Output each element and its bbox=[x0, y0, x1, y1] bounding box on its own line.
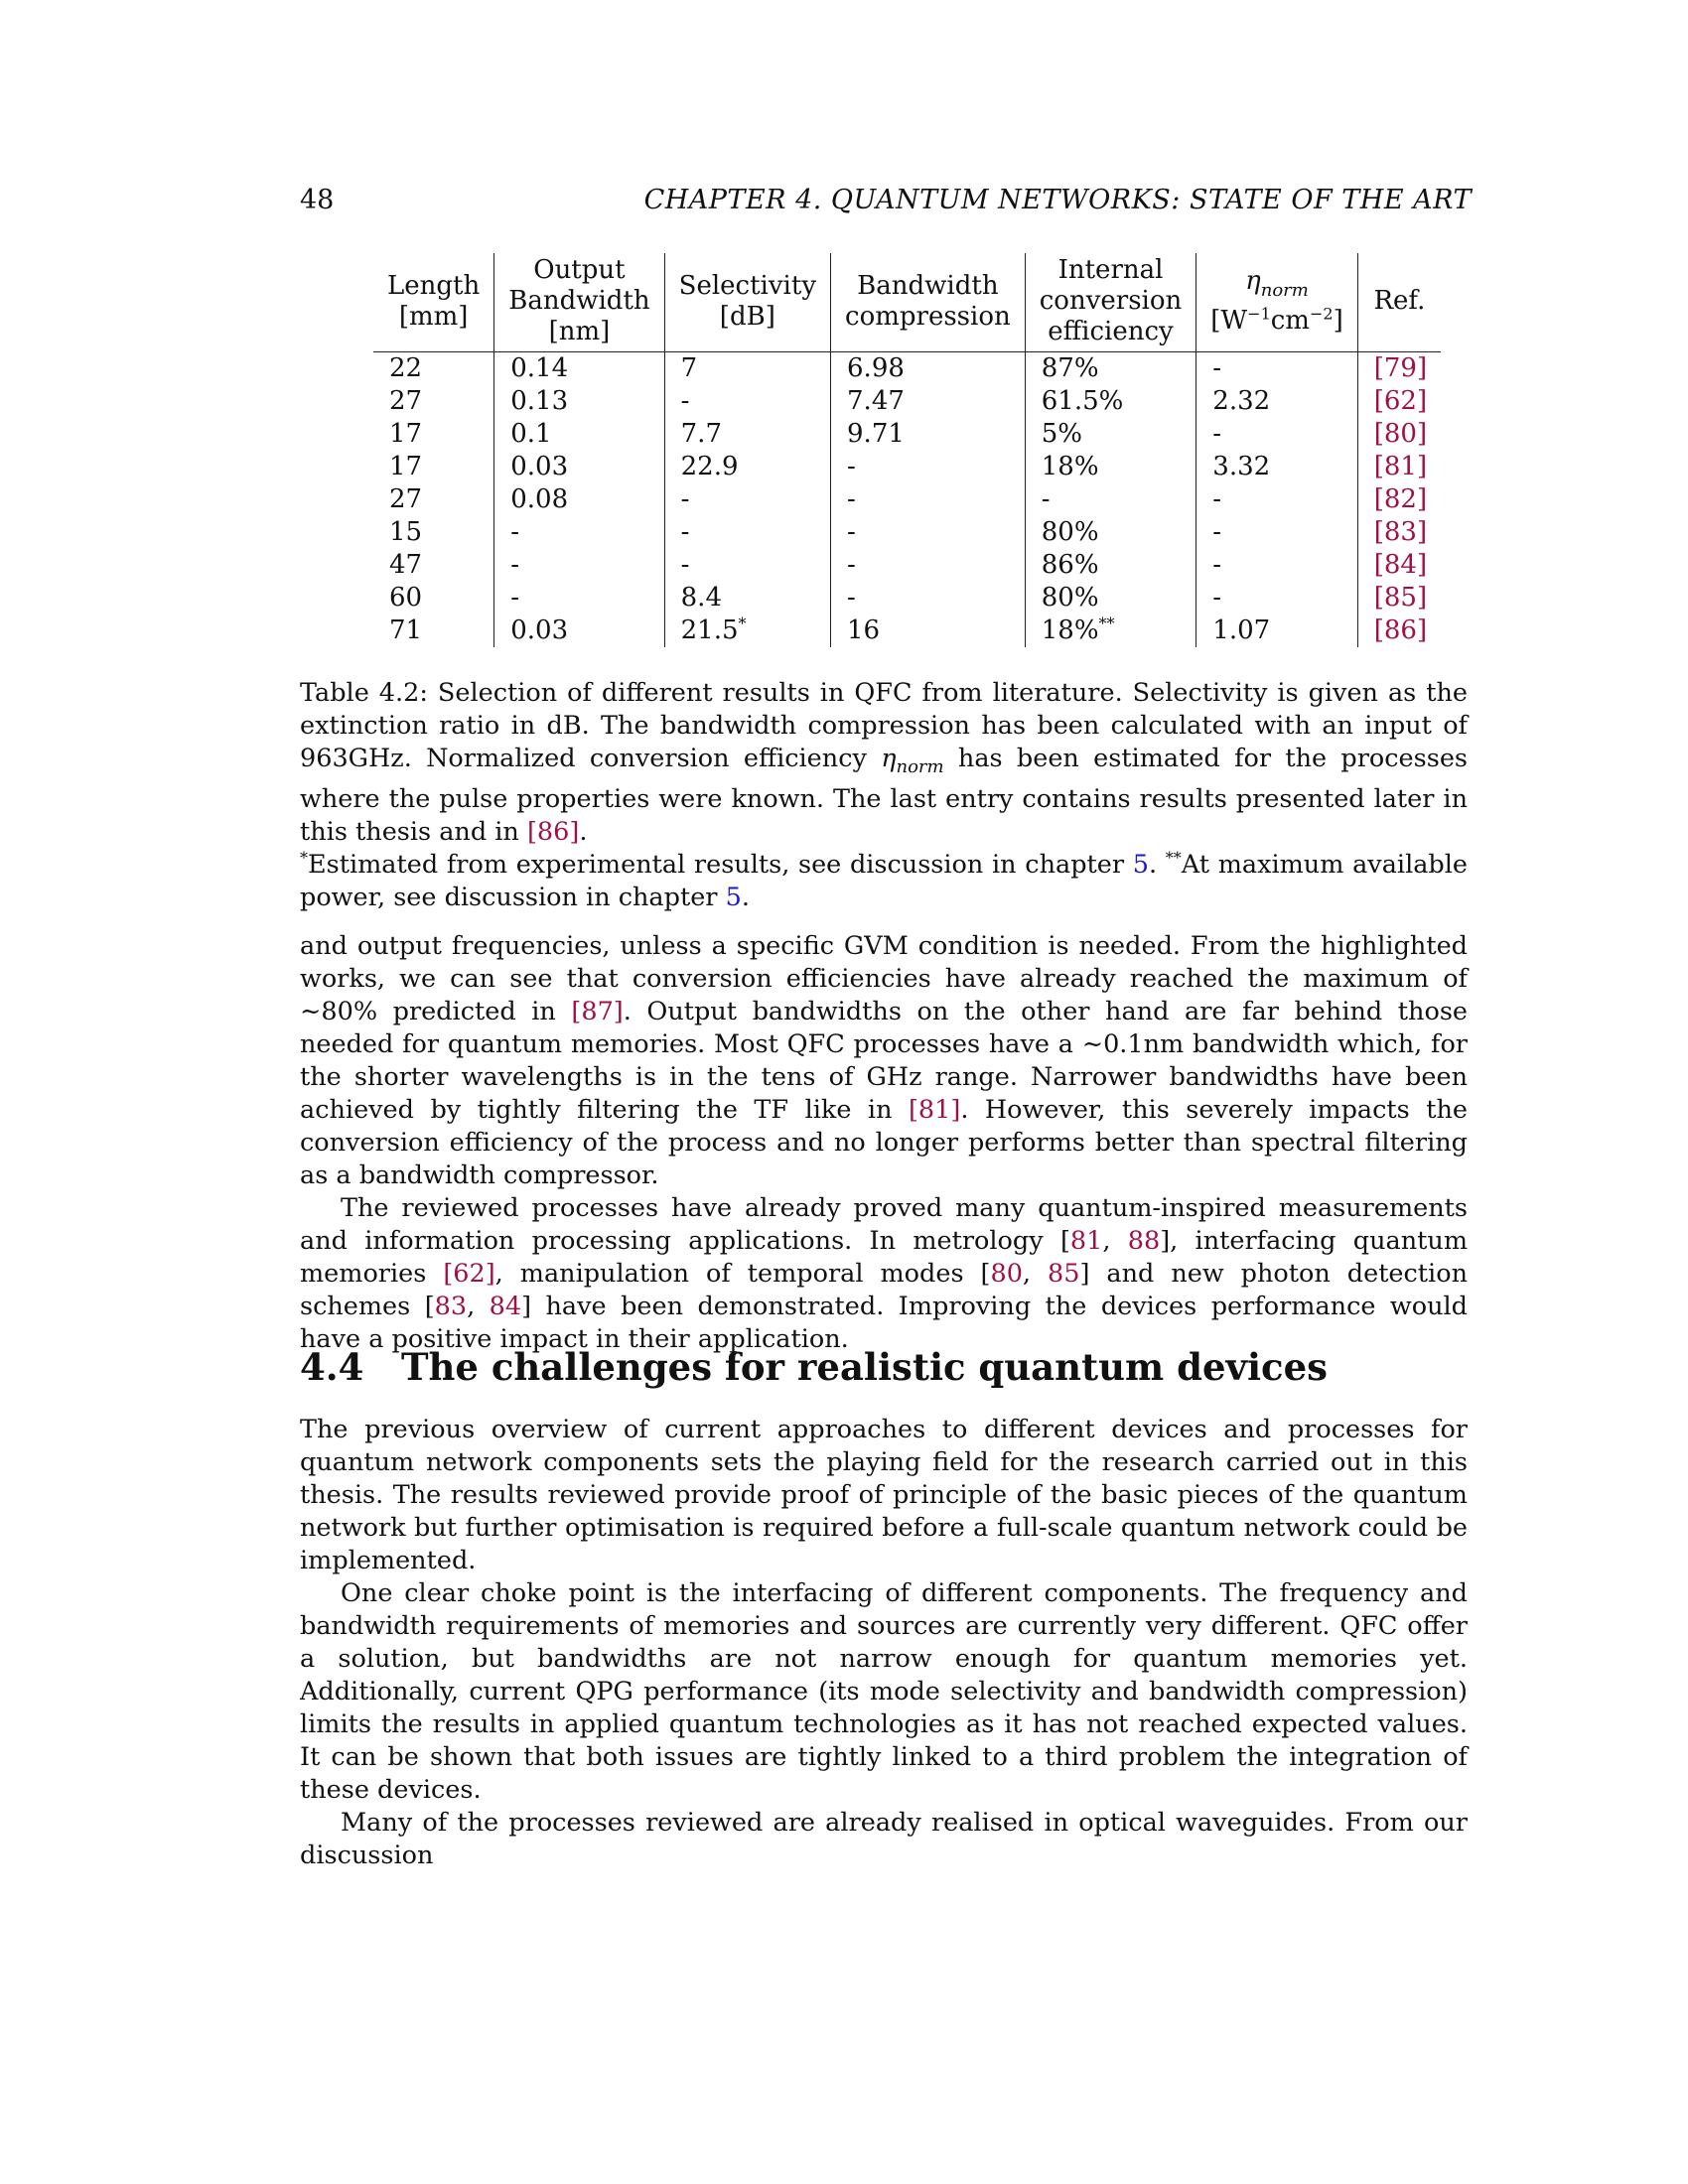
cell-compression: 7.47 bbox=[831, 385, 1026, 418]
cell-selectivity: - bbox=[664, 516, 830, 549]
paragraph: and output frequencies, unless a specific GVM condition is needed. From the highlighted works, we can see that conversion efficiencies have already reached the maximum of ∼80% predicted in [87]. Output bandwidths on the other hand are far behind those needed for quantum memories. Most QFC processes have a ∼0.1nm bandwidth which, for the shorter wavelengths is in the tens of GHz range. Narrower bandwidths have been achieved by tightly filtering the TF like in [81]. However, this severely impacts the conversion efficiency of the process and no longer performs better than spectral filtering as a bandwidth compressor. bbox=[300, 931, 1468, 1190]
table-caption: Table 4.2: Selection of different results in QFC from literature. Selectivity is given as the extinction ratio in dB. The bandwidth compression has been calculated with an input of 963GHz. Normalized conversion efficiency $\eta_{norm}$ has been estimated for the processes where the pulse properties were known. The last entry contains results presented later in this thesis and in [86]. *Estimated from experimental results, see discussion in chapter 5. **At maximum available power, see discussion in chapter 5. bbox=[300, 678, 1469, 913]
cell-ref[interactable]: [79] bbox=[1357, 352, 1441, 386]
cell-compression: - bbox=[831, 549, 1026, 582]
cell-efficiency: - bbox=[1025, 483, 1196, 516]
cell-length: 17 bbox=[389, 419, 423, 449]
header-length: Length [mm] bbox=[373, 253, 494, 352]
section-number: 4.4 bbox=[300, 1345, 364, 1389]
citation-link[interactable]: 80 bbox=[990, 1259, 1023, 1289]
page-number: 48 bbox=[300, 185, 335, 215]
citation-link[interactable]: 83 bbox=[434, 1292, 468, 1321]
cell-compression: - bbox=[831, 451, 1026, 483]
cell-selectivity: - bbox=[664, 385, 830, 418]
cell-efficiency: 18% bbox=[1025, 451, 1196, 483]
header-eta-norm: $\eta_{norm}$ $[W^{-1}cm^{-2}]$ bbox=[1196, 253, 1357, 352]
cell-selectivity: 7.7 bbox=[664, 418, 830, 451]
table-row bbox=[373, 614, 1441, 647]
cell-length: 47 bbox=[389, 550, 423, 580]
chapter-link[interactable]: 5 bbox=[725, 883, 742, 913]
cell-efficiency: 18%** bbox=[1025, 614, 1196, 647]
cell-eta-norm: 1.07 bbox=[1196, 614, 1357, 647]
cell-compression: 16 bbox=[831, 614, 1026, 647]
cell-bandwidth: 0.08 bbox=[494, 483, 664, 516]
cell-selectivity: 7 bbox=[664, 352, 830, 386]
cell-selectivity: 8.4 bbox=[664, 582, 830, 614]
running-head: CHAPTER 4. QUANTUM NETWORKS: STATE OF THE ART bbox=[643, 185, 1472, 215]
cell-eta-norm: - bbox=[1196, 549, 1357, 582]
cell-bandwidth: - bbox=[494, 582, 664, 614]
cell-length: 15 bbox=[389, 517, 423, 547]
chapter-link[interactable]: 5 bbox=[1132, 850, 1149, 881]
citation-link[interactable]: [62] bbox=[443, 1259, 495, 1289]
citation-link[interactable]: 88 bbox=[1127, 1226, 1161, 1256]
cell-ref[interactable]: [83] bbox=[1357, 516, 1441, 549]
citation-link[interactable]: [86] bbox=[526, 817, 580, 848]
cell-efficiency: 86% bbox=[1025, 549, 1196, 582]
cell-efficiency: 87% bbox=[1025, 352, 1196, 386]
cell-efficiency: 80% bbox=[1025, 582, 1196, 614]
section-heading bbox=[300, 1345, 1328, 1389]
cell-eta-norm: 3.32 bbox=[1196, 451, 1357, 483]
cell-bandwidth: 0.1 bbox=[494, 418, 664, 451]
table-body bbox=[373, 352, 1441, 648]
paragraph: One clear choke point is the interfacing of different components. The frequency and bandwidth requirements of memories and sources are currently very different. QFC offer a solution, but bandwidths are not narrow enough for quantum memories yet. Additionally, current QPG performance (its mode selectivity and bandwidth compression) limits the results in applied quantum technologies as it has not reached expected values. It can be shown that both issues are tightly linked to a third problem the integration of these devices. bbox=[300, 1578, 1468, 1805]
cell-bandwidth: - bbox=[494, 516, 664, 549]
paragraph: The previous overview of current approaches to different devices and processes for quantum network components sets the playing field for the research carried out in this thesis. The results reviewed provide proof of principle of the basic pieces of the quantum network but further optimisation is required before a full-scale quantum network could be implemented. bbox=[300, 1415, 1468, 1575]
cell-ref[interactable]: [82] bbox=[1357, 483, 1441, 516]
header-ref: Ref. bbox=[1357, 253, 1441, 352]
cell-length: 17 bbox=[389, 452, 423, 481]
paragraph: Many of the processes reviewed are already realised in optical waveguides. From our discussion bbox=[300, 1808, 1468, 1870]
header-internal-efficiency: Internal conversion efficiency bbox=[1025, 253, 1196, 352]
cell-eta-norm: - bbox=[1196, 483, 1357, 516]
results-table bbox=[373, 253, 1441, 647]
cell-compression: - bbox=[831, 483, 1026, 516]
cell-selectivity: 21.5* bbox=[664, 614, 830, 647]
cell-length: 27 bbox=[389, 386, 423, 416]
cell-ref[interactable]: [85] bbox=[1357, 582, 1441, 614]
cell-length: 22 bbox=[389, 353, 423, 383]
cell-eta-norm: 2.32 bbox=[1196, 385, 1357, 418]
cell-ref[interactable]: [62] bbox=[1357, 385, 1441, 418]
header-output-bandwidth: Output Bandwidth [nm] bbox=[494, 253, 664, 352]
table-row bbox=[373, 582, 1441, 614]
cell-compression: 6.98 bbox=[831, 352, 1026, 386]
header-bandwidth-compression: Bandwidth compression bbox=[831, 253, 1026, 352]
cell-selectivity: 22.9 bbox=[664, 451, 830, 483]
cell-eta-norm: - bbox=[1196, 582, 1357, 614]
table-row bbox=[373, 418, 1441, 451]
cell-length: 27 bbox=[389, 484, 423, 514]
cell-efficiency: 5% bbox=[1025, 418, 1196, 451]
cell-bandwidth: 0.14 bbox=[494, 352, 664, 386]
table-row bbox=[373, 549, 1441, 582]
cell-eta-norm: - bbox=[1196, 516, 1357, 549]
citation-link[interactable]: 85 bbox=[1048, 1259, 1080, 1289]
cell-compression: - bbox=[831, 582, 1026, 614]
header-selectivity: Selectivity [dB] bbox=[664, 253, 830, 352]
paragraph: The reviewed processes have already proved many quantum-inspired measurements and information processing applications. In metrology [81, 88], interfacing quantum memories [62], manipulation of temporal modes [80, 85] and new photon detection schemes [83, 84] have been demonstrated. Improving the devices performance would have a positive impact in their application. bbox=[300, 1193, 1468, 1354]
cell-compression: - bbox=[831, 516, 1026, 549]
cell-bandwidth: - bbox=[494, 549, 664, 582]
cell-ref[interactable]: [84] bbox=[1357, 549, 1441, 582]
table-row bbox=[373, 516, 1441, 549]
cell-efficiency: 61.5% bbox=[1025, 385, 1196, 418]
table-row bbox=[373, 451, 1441, 483]
body-paragraphs-top bbox=[300, 930, 1468, 1356]
section-title: The challenges for realistic quantum devices bbox=[401, 1345, 1328, 1389]
body-paragraphs-bottom bbox=[300, 1414, 1468, 1872]
citation-link[interactable]: [81] bbox=[908, 1095, 961, 1125]
cell-ref[interactable]: [86] bbox=[1357, 614, 1441, 647]
table-row bbox=[373, 385, 1441, 418]
cell-selectivity: - bbox=[664, 549, 830, 582]
cell-length: 60 bbox=[389, 583, 423, 613]
cell-bandwidth: 0.13 bbox=[494, 385, 664, 418]
table-row bbox=[373, 483, 1441, 516]
citation-link[interactable]: 81 bbox=[1069, 1226, 1103, 1256]
table-row bbox=[373, 352, 1441, 386]
cell-eta-norm: - bbox=[1196, 418, 1357, 451]
cell-ref[interactable]: [80] bbox=[1357, 418, 1441, 451]
cell-selectivity: - bbox=[664, 483, 830, 516]
citation-link[interactable]: 84 bbox=[489, 1292, 522, 1321]
cell-bandwidth: 0.03 bbox=[494, 451, 664, 483]
cell-efficiency: 80% bbox=[1025, 516, 1196, 549]
cell-ref[interactable]: [81] bbox=[1357, 451, 1441, 483]
table-header-row bbox=[373, 253, 1441, 352]
cell-bandwidth: 0.03 bbox=[494, 614, 664, 647]
cell-eta-norm: - bbox=[1196, 352, 1357, 386]
cell-compression: 9.71 bbox=[831, 418, 1026, 451]
cell-length: 71 bbox=[389, 615, 423, 645]
citation-link[interactable]: [87] bbox=[571, 997, 624, 1026]
